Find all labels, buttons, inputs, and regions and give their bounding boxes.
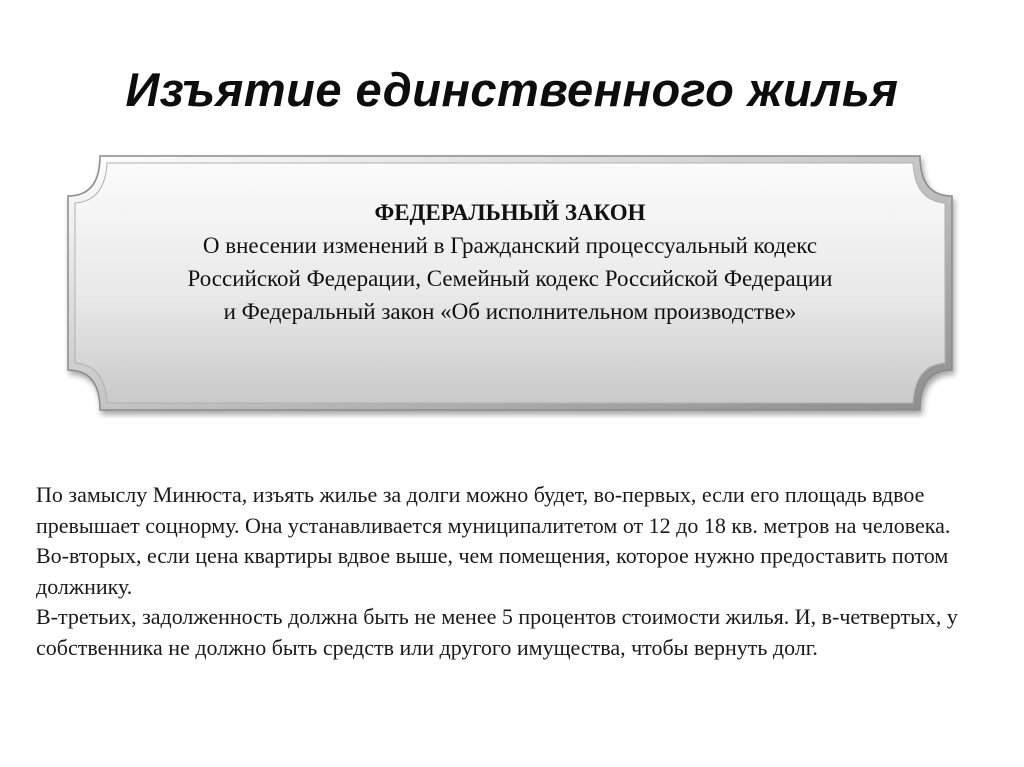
law-heading: ФЕДЕРАЛЬНЫЙ ЗАКОН xyxy=(374,200,646,225)
paragraph-third-fourth-condition: В-третьих, задолженность должна быть не менее 5 процентов стоимости жилья. И, в-четвертых, у собственника не должно быть средств или другого имущества, чтобы вернуть долг. xyxy=(36,604,958,660)
slide-title: Изъятие единственного жилья xyxy=(125,63,899,116)
plaque-text xyxy=(100,196,920,328)
law-title-line-2: Российской Федерации, Семейный кодекс Российской Федерации xyxy=(187,266,833,291)
body-text xyxy=(36,480,986,663)
law-title-line-3: и Федеральный закон «Об исполнительном производстве» xyxy=(223,299,797,324)
paragraph-second-condition: Во-вторых, если цена квартиры вдвое выше, чем помещения, которое нужно предоставить потом должнику. xyxy=(36,543,949,599)
law-plaque xyxy=(60,148,960,418)
paragraph-first-condition: По замыслу Минюста, изъять жилье за долги можно будет, во-первых, если его площадь вдвое превышает соцнорму. Она устанавливается муниципалитетом от 12 до 18 кв. метров на человека. xyxy=(36,482,951,538)
law-title-line-1: О внесении изменений в Гражданский процессуальный кодекс xyxy=(202,233,818,258)
